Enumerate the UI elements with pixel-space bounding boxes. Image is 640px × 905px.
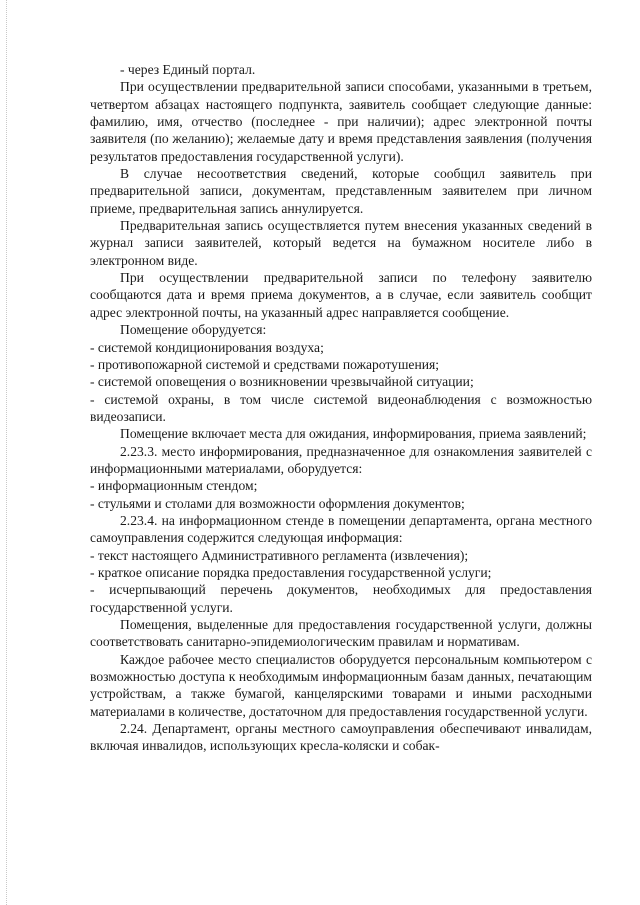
paragraph: При осуществлении предварительной записи по телефону заявителю сообщаются дата и время приема документов, а в случае, если заявитель сообщит адрес электронной почты, на указанный адрес направляется сообщение. bbox=[90, 270, 592, 320]
list-item: - системой оповещения о возникновении чрезвычайной ситуации; bbox=[90, 374, 474, 390]
list-item: - краткое описание порядка предоставления государственной услуги; bbox=[90, 564, 492, 580]
paragraph: Помещения, выделенные для предоставления государственной услуги, должны соответствовать санитарно-эпидемиологическим правилам и нормативам. bbox=[90, 617, 592, 650]
paragraph: Предварительная запись осуществляется путем внесения указанных сведений в журнал записи заявителей, который ведется на бумажном носителе либо в электронном виде. bbox=[90, 218, 592, 268]
paragraph: - через Единый портал. bbox=[120, 62, 256, 77]
paragraph: Каждое рабочее место специалистов оборудуется персональным компьютером с возможностью доступа к необходимым информационным базам данных, печатающим устройствам, а также бумагой, канцелярскими товарами и иными расходными материалами в количестве, достаточном для предоставления государственной услуги. bbox=[90, 651, 592, 719]
paragraph: 2.23.4. на информационном стенде в помещении департамента, органа местного самоуправления содержится следующая информация: bbox=[90, 512, 592, 546]
list-item: - стульями и столами для возможности оформления документов; bbox=[90, 495, 465, 511]
list-item: - противопожарной системой и средствами пожаротушения; bbox=[90, 356, 440, 372]
list-item: - исчерпывающий перечень документов, необходимых для предоставления государственной услуги. bbox=[90, 582, 592, 615]
list-item: - текст настоящего Административного регламента (извлечения); bbox=[90, 547, 469, 563]
paragraph: Помещение включает места для ожидания, информирования, приема заявлений; bbox=[120, 426, 587, 442]
paragraph: В случае несоответствия сведений, которые сообщил заявитель при предварительной записи, документам, представленным заявителем при личном приеме, предварительная запись аннулируется. bbox=[90, 166, 592, 216]
list-item: - информационным стендом; bbox=[90, 478, 258, 494]
paragraph: 2.24. Департамент, органы местного самоуправления обеспечивают инвалидам, включая инвалидов, использующих кресла-коляски и собак- bbox=[90, 721, 592, 754]
paragraph: При осуществлении предварительной записи способами, указанными в третьем, четвертом абзацах настоящего подпункта, заявитель сообщает следующие данные: фамилию, имя, отчество (последнее - при наличии); адрес электронной почты заявителя (по желанию); желаемые дату и время представления заявления (получения результатов предоставления государственной услуги). bbox=[90, 79, 592, 164]
list-item: - системой кондиционирования воздуха; bbox=[90, 339, 324, 355]
scan-edge bbox=[6, 0, 7, 905]
paragraph: 2.23.3. место информирования, предназначенное для ознакомления заявителей с информационными материалами, оборудуется: bbox=[90, 443, 592, 476]
list-item: - системой охраны, в том числе системой видеонаблюдения с возможностью видеозаписи. bbox=[90, 391, 592, 424]
paragraph: Помещение оборудуется: bbox=[120, 322, 267, 338]
document-body bbox=[90, 61, 592, 755]
